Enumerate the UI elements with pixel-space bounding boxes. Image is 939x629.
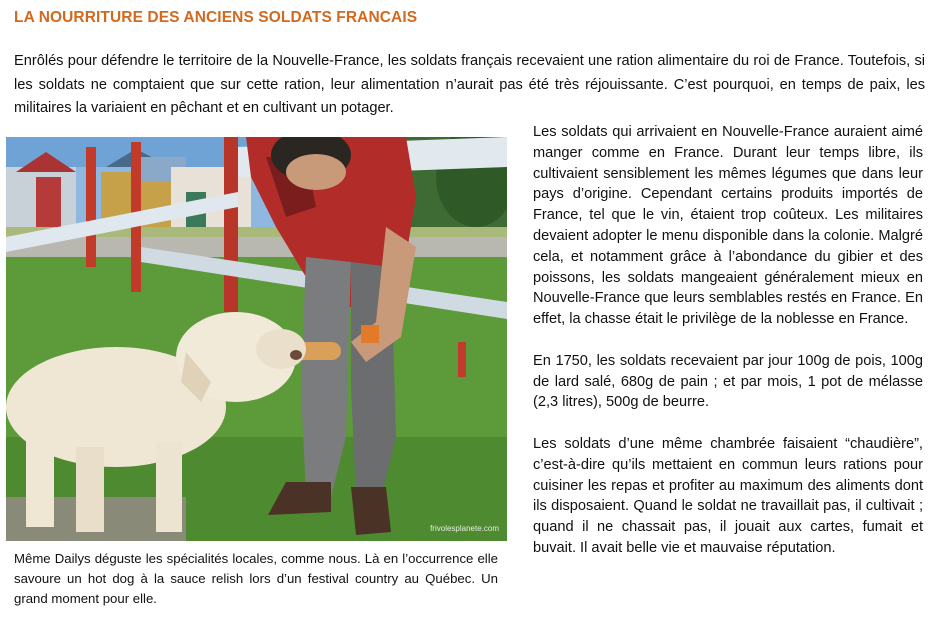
body-paragraph: Les soldats qui arrivaient en Nouvelle-France auraient aimé manger comme en France. Durant leur temps libre, ils cultivaient sensiblement les mêmes légumes que dans leur pays d’origine. Cependant certains produits importés de France, tel que le vin, étaient trop coûteux. Les militaires devaient adopter le menu disponible dans la colonie. Malgré cela, et notamment grâce à l’abondance du gibier et des poissons, les soldats mangeaient généralement mieux en Nouvelle-France que leurs semblables restés en France. En effet, la chasse était le privilège de la noblesse en France. [533,124,923,328]
photo-watermark: frivolesplanete.com [430,524,499,533]
intro-paragraph: Enrôlés pour défendre le territoire de la Nouvelle-France, les soldats français recevaient une ration alimentaire du roi de France. Toutefois, si les soldats ne comptaient que sur cette ration, leur alimentation n’aurait pas été très réjouissante. C’est pourquoi, en temps de paix, les militaires la variaient en pêchant et en cultivant un potager. [14,53,925,116]
body-paragraph: En 1750, les soldats recevaient par jour 100g de pois, 100g de lard salé, 680g de pain ; et par mois, 1 pot de mélasse (2,3 litres), 500g de beurre. [533,352,923,411]
body-paragraph: Les soldats d’une même chambrée faisaient “chaudière”, c’est-à-dire qu’ils mettaient en commun leurs rations pour cuisiner les repas et profiter au maximum des aliments dont ils disposaient. Quand le soldat ne travaillait pas, il cultivait ; quand il ne chassait pas, il jouait aux cartes, fumait et buvait. Il avait belle vie et mauvaise réputation. [533,435,923,556]
article-title: LA NOURRITURE DES ANCIENS SOLDATS FRANCAIS [14,9,418,26]
body-column [533,122,923,580]
photo-caption: Même Dailys déguste les spécialités locales, comme nous. Là en l’occurrence elle savoure un hot dog à la sauce relish lors d’un festival country au Québec. Un grand moment pour elle. [14,551,498,606]
photo-dog-eating-hotdog [6,137,507,541]
